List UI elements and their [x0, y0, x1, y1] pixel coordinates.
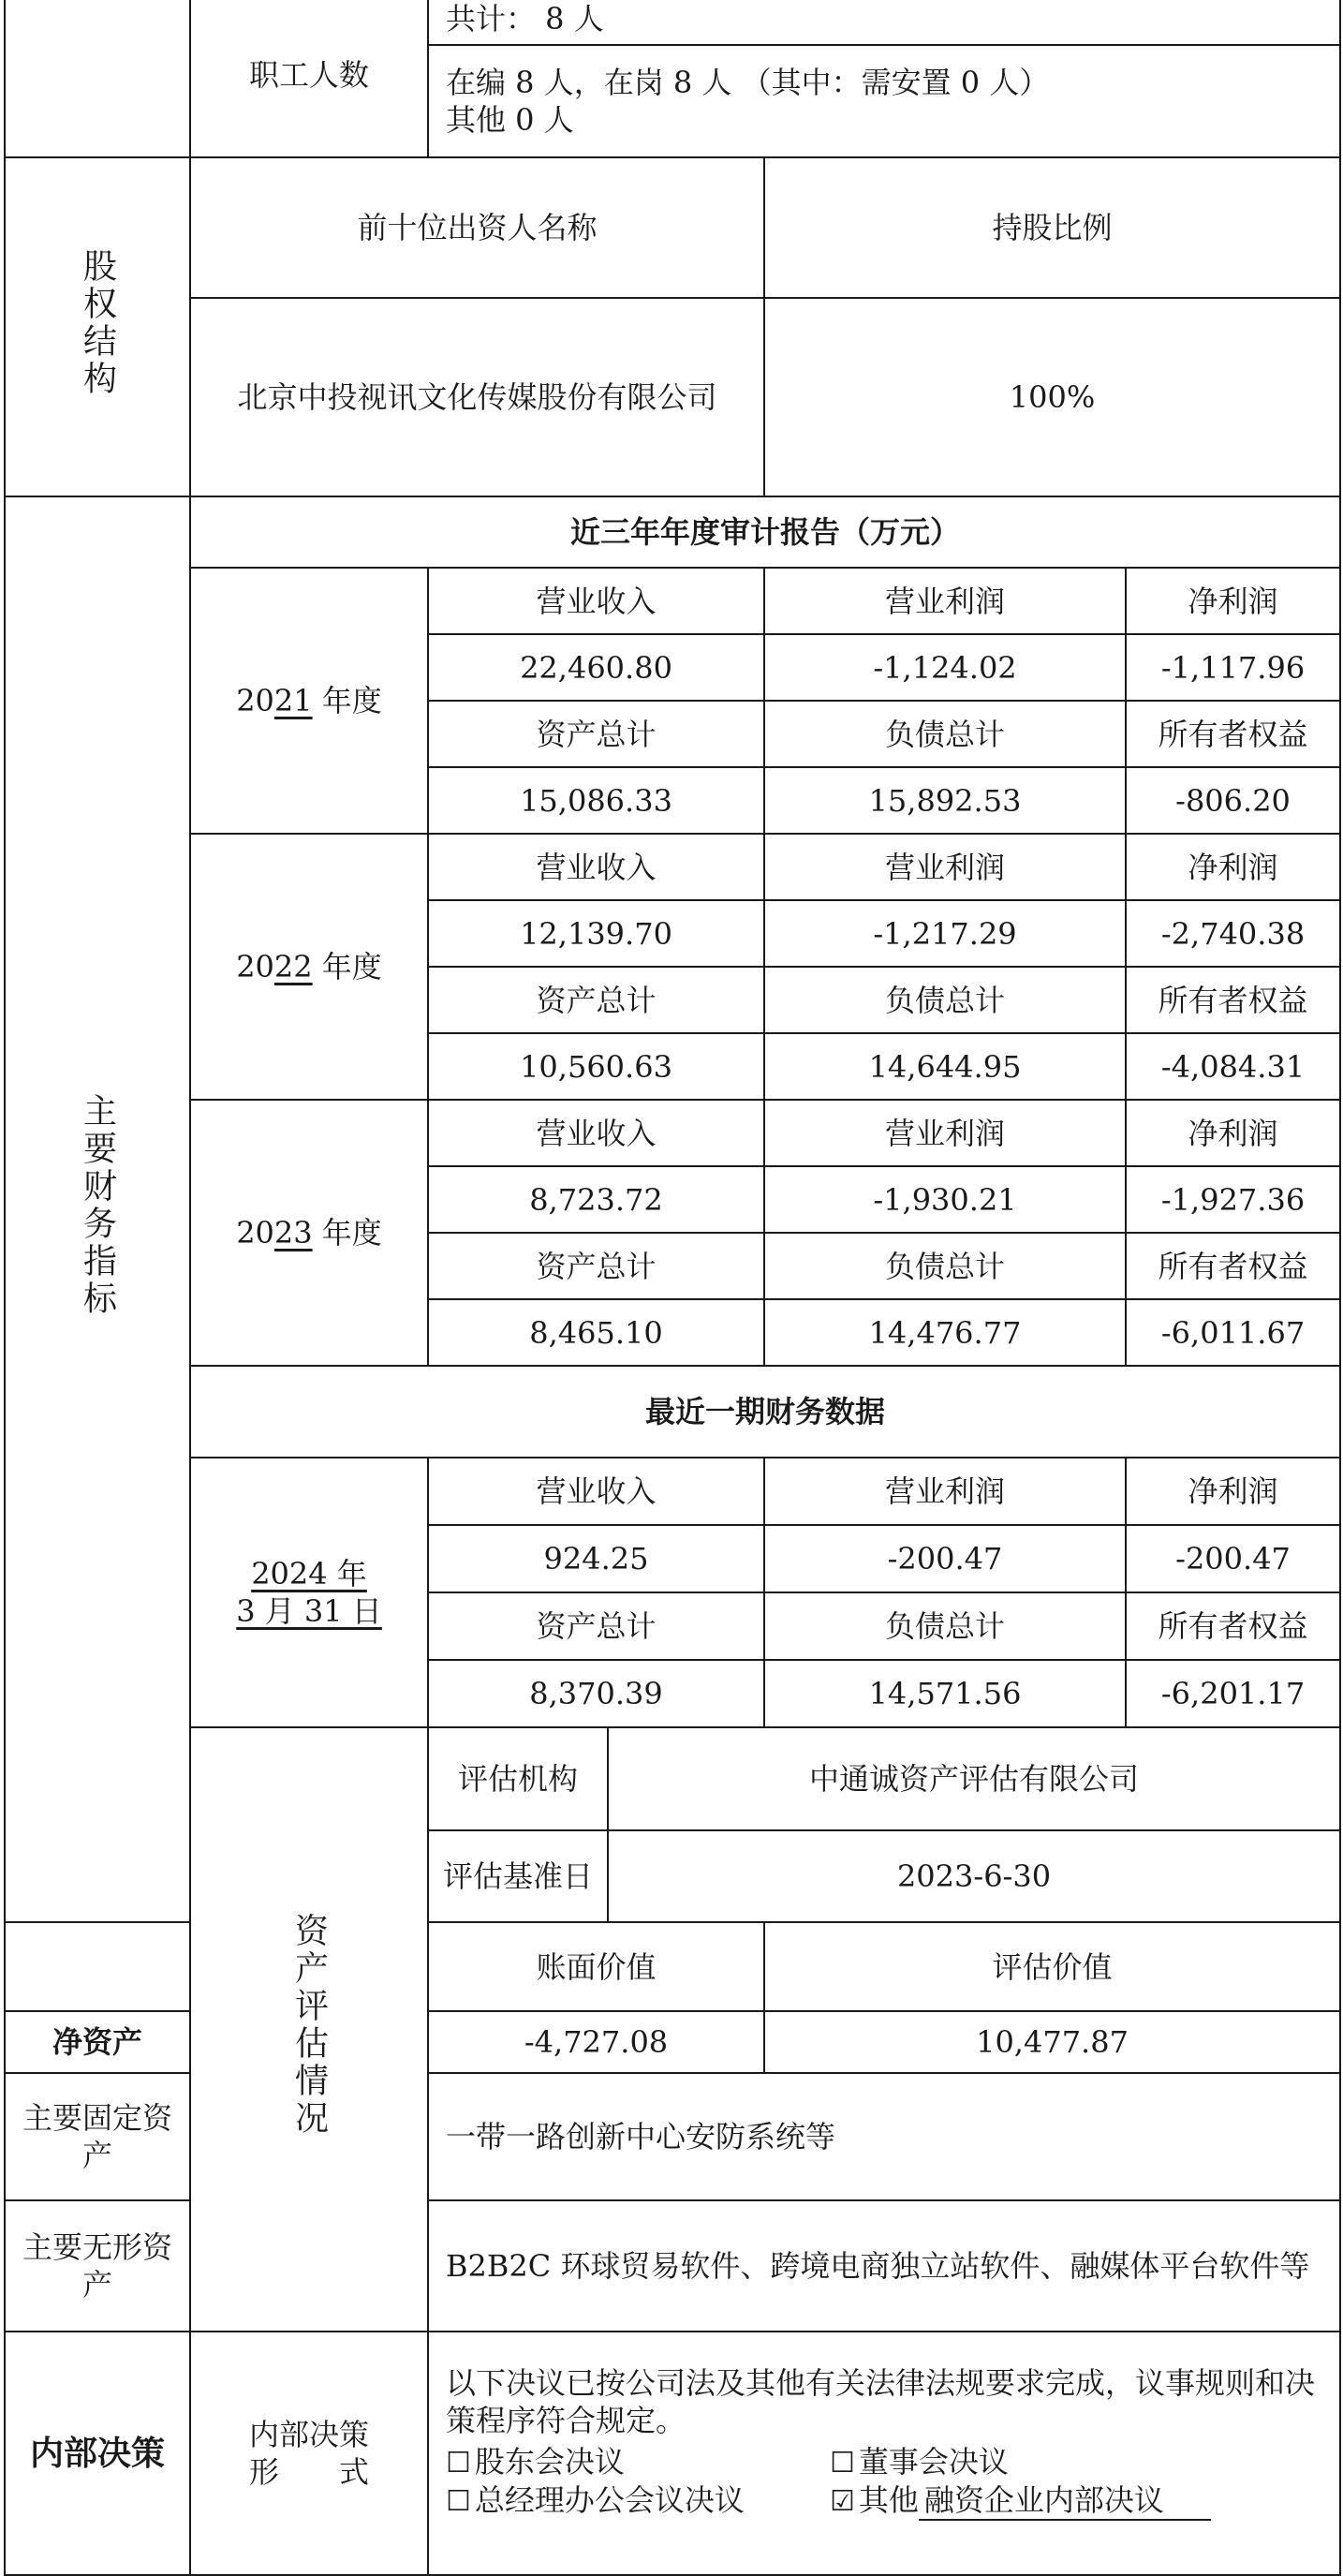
- equity-value: -806.20: [1126, 767, 1340, 834]
- option-shareholder-meeting[interactable]: ☐ 股东会决议: [446, 2444, 625, 2480]
- total-assets-value: 10,560.63: [428, 1033, 764, 1100]
- equity-header: 所有者权益: [1126, 1233, 1340, 1299]
- year-label-2023: 2023 年度: [190, 1100, 428, 1366]
- equity-header: 所有者权益: [1126, 1592, 1340, 1660]
- decision-options-row-1: [446, 2443, 1334, 2481]
- revenue-value: 924.25: [428, 1525, 764, 1592]
- equity-value: -4,084.31: [1126, 1033, 1340, 1100]
- staff-detail: [428, 45, 1340, 157]
- checkbox-icon[interactable]: ☐: [446, 2447, 471, 2480]
- staff-total: 共计： 8 人: [428, 0, 1340, 45]
- audit-report-title: 近三年年度审计报告（万元）: [190, 496, 1340, 568]
- checked-checkbox-icon[interactable]: ☑: [830, 2484, 855, 2518]
- net-profit-value: -200.47: [1126, 1525, 1340, 1592]
- decision-form-label: 内部决策 形 式: [190, 2332, 428, 2575]
- op-profit-header: 营业利润: [764, 1100, 1126, 1166]
- valuation-section-label: 资产评估情况: [190, 1727, 428, 2332]
- revenue-value: 8,723.72: [428, 1166, 764, 1233]
- staff-label: 职工人数: [190, 0, 428, 157]
- option-board-meeting[interactable]: ☐ 董事会决议: [830, 2444, 1009, 2480]
- total-liabilities-header: 负债总计: [764, 1233, 1126, 1299]
- net-assets-label: 净资产: [5, 2011, 190, 2073]
- appraised-value-label: 评估价值: [764, 1922, 1340, 2011]
- checkbox-icon[interactable]: ☐: [446, 2484, 471, 2518]
- equity-value: -6,201.17: [1126, 1660, 1340, 1727]
- staff-detail-line1: 在编 8 人，在岗 8 人 （其中：需安置 0 人）: [446, 65, 1050, 100]
- total-assets-header: 资产总计: [428, 1233, 764, 1299]
- net-profit-header: 净利润: [1126, 568, 1340, 634]
- revenue-header: 营业收入: [428, 1458, 764, 1525]
- equity-header: 所有者权益: [1126, 967, 1340, 1033]
- total-assets-header: 资产总计: [428, 967, 764, 1033]
- total-liabilities-value: 15,892.53: [764, 767, 1126, 834]
- net-profit-value: -1,117.96: [1126, 634, 1340, 701]
- equity-holder-ratio: 100%: [764, 298, 1340, 496]
- staff-detail-line2: 其他 0 人: [446, 102, 574, 138]
- equity-header: 所有者权益: [1126, 701, 1340, 767]
- revenue-header: 营业收入: [428, 1100, 764, 1166]
- latest-period-date: 2024 年 3 月 31 日: [190, 1458, 428, 1727]
- net-profit-header: 净利润: [1126, 834, 1340, 900]
- op-profit-value: -1,124.02: [764, 634, 1126, 701]
- op-profit-header: 营业利润: [764, 834, 1126, 900]
- option-gm-office-meeting[interactable]: ☐ 总经理办公会议决议: [446, 2481, 745, 2518]
- agency-label: 评估机构: [428, 1727, 608, 1830]
- blank-section-cell: [5, 0, 190, 157]
- total-assets-value: 8,465.10: [428, 1299, 764, 1366]
- total-assets-header: 资产总计: [428, 1592, 764, 1660]
- year-label-2022: 2022 年度: [190, 834, 428, 1100]
- total-assets-header: 资产总计: [428, 701, 764, 767]
- agency-value: 中通诚资产评估有限公司: [608, 1727, 1340, 1830]
- intangible-assets-label: 主要无形资产: [5, 2200, 190, 2332]
- blank-cell: [5, 1922, 190, 2011]
- net-assets-appraised: 10,477.87: [764, 2011, 1340, 2073]
- equity-section-label: 股权结构: [5, 157, 190, 496]
- checkbox-icon[interactable]: ☐: [830, 2447, 855, 2480]
- net-profit-value: -1,927.36: [1126, 1166, 1340, 1233]
- revenue-header: 营业收入: [428, 834, 764, 900]
- base-date-value: 2023-6-30: [608, 1830, 1340, 1922]
- fixed-assets-label: 主要固定资产: [5, 2073, 190, 2200]
- total-liabilities-value: 14,571.56: [764, 1660, 1126, 1727]
- total-assets-value: 15,086.33: [428, 767, 764, 834]
- op-profit-header: 营业利润: [764, 1458, 1126, 1525]
- net-profit-header: 净利润: [1126, 1100, 1340, 1166]
- op-profit-header: 营业利润: [764, 568, 1126, 634]
- total-liabilities-header: 负债总计: [764, 701, 1126, 767]
- financials-section-label: 主要财务指标: [5, 496, 190, 1922]
- total-liabilities-value: 14,476.77: [764, 1299, 1126, 1366]
- disclosure-table: [4, 0, 1341, 2576]
- year-label-2021: 2021 年度: [190, 568, 428, 834]
- total-assets-value: 8,370.39: [428, 1660, 764, 1727]
- base-date-label: 评估基准日: [428, 1830, 608, 1922]
- option-other[interactable]: ☑ 其他 融资企业内部决议: [830, 2481, 1211, 2521]
- other-text-field[interactable]: 融资企业内部决议: [919, 2481, 1211, 2521]
- total-liabilities-header: 负债总计: [764, 967, 1126, 1033]
- fixed-assets-value: 一带一路创新中心安防系统等: [428, 2073, 1340, 2200]
- equity-holder-name: 北京中投视讯文化传媒股份有限公司: [190, 298, 764, 496]
- total-liabilities-value: 14,644.95: [764, 1033, 1126, 1100]
- revenue-value: 22,460.80: [428, 634, 764, 701]
- decision-content: [428, 2332, 1340, 2575]
- decision-statement: 以下决议已按公司法及其他有关法律法规要求完成，议事规则和决策程序符合规定。: [446, 2365, 1316, 2438]
- book-value-label: 账面价值: [428, 1922, 764, 2011]
- latest-period-title: 最近一期财务数据: [190, 1366, 1340, 1458]
- decision-section-label: 内部决策: [5, 2332, 190, 2575]
- net-assets-book: -4,727.08: [428, 2011, 764, 2073]
- revenue-header: 营业收入: [428, 568, 764, 634]
- equity-value: -6,011.67: [1126, 1299, 1340, 1366]
- intangible-assets-value: B2B2C 环球贸易软件、跨境电商独立站软件、融媒体平台软件等: [428, 2200, 1340, 2332]
- decision-options-row-2: [446, 2481, 1334, 2521]
- net-profit-value: -2,740.38: [1126, 900, 1340, 967]
- op-profit-value: -200.47: [764, 1525, 1126, 1592]
- total-liabilities-header: 负债总计: [764, 1592, 1126, 1660]
- equity-header-name: 前十位出资人名称: [190, 157, 764, 298]
- revenue-value: 12,139.70: [428, 900, 764, 967]
- op-profit-value: -1,930.21: [764, 1166, 1126, 1233]
- op-profit-value: -1,217.29: [764, 900, 1126, 967]
- net-profit-header: 净利润: [1126, 1458, 1340, 1525]
- equity-header-ratio: 持股比例: [764, 157, 1340, 298]
